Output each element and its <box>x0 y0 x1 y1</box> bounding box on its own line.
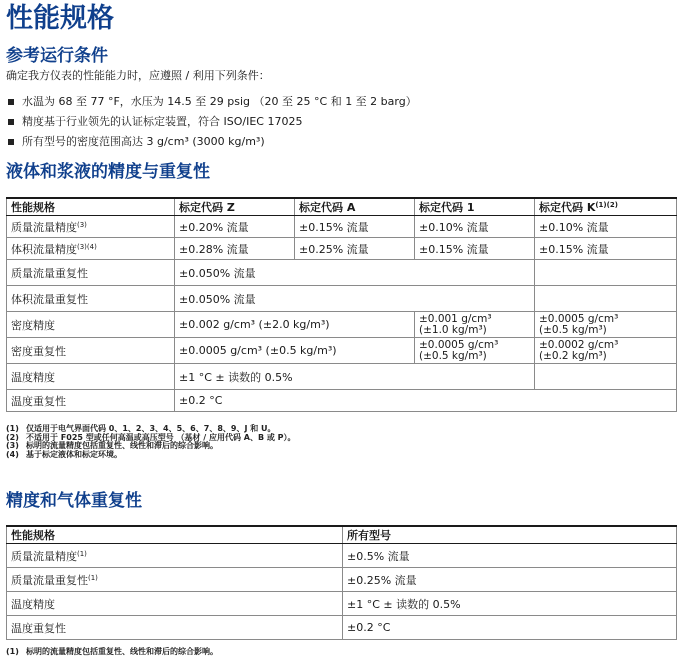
footnote: (1) 标明的流量精度包括重复性、线性和滞后的综合影响。 <box>6 647 218 656</box>
row-label: 质量流量重复性$^{(1)}$ <box>7 568 343 592</box>
table-header-row <box>7 526 677 544</box>
footnote: (3) 标明的流量精度包括重复性、线性和滞后的综合影响。 <box>6 441 218 450</box>
table-cell: ±0.20% 流量 <box>175 216 295 238</box>
table-row <box>7 338 677 364</box>
column-header: 标定代码 $K^{(1)(2)}$ <box>535 198 677 216</box>
row-label: 温度精度 <box>7 364 175 390</box>
table-cell: ±0.001 g/cm³ (±1.0 kg/m³) <box>415 312 535 338</box>
table-cell: ±0.10% 流量 <box>535 216 677 238</box>
table-cell: ±0.5% 流量 <box>343 544 677 568</box>
liquid-accuracy-table <box>6 197 677 412</box>
footnote: (2) 不适用于 F025 型或任何高温或高压型号 （基材 / 应用代码 A、B 或 P）。 <box>6 432 296 442</box>
footnote: (4) 基于标定液体和标定环境。 <box>6 449 122 459</box>
column-header: 标定代码 Z <box>175 198 295 216</box>
row-label: 质量流量精度$^{(1)}$ <box>7 544 343 568</box>
column-header: 标定代码 1 <box>415 198 535 216</box>
column-header: 标定代码 A <box>295 198 415 216</box>
table-cell: ±0.0002 g/cm³ (±0.2 kg/m³) <box>535 338 677 364</box>
section-heading-reference-conditions: 参考运行条件 <box>6 46 108 66</box>
table-cell <box>535 364 677 390</box>
table-cell: ±1 °C ± 读数的 0.5% <box>343 592 677 616</box>
table-row <box>7 216 677 238</box>
section-heading-gas-accuracy: 精度和气体重复性 <box>6 491 142 511</box>
table-cell: ±0.0005 g/cm³ (±0.5 kg/m³) <box>415 338 535 364</box>
table-row <box>7 260 677 286</box>
footnote: (1) 仅适用于电气界面代码 0、1、2、3、4、5、6、7、8、9、J 和 U。 <box>6 424 276 433</box>
intro-text: 确定我方仪表的性能能力时，应遵照 / 利用下列条件： <box>6 69 270 82</box>
row-label: 温度重复性 <box>7 390 175 412</box>
table-cell: ±1 °C ± 读数的 0.5% <box>175 364 535 390</box>
table-cell: ±0.15% 流量 <box>415 238 535 260</box>
table-row <box>7 312 677 338</box>
table-cell: ±0.0005 g/cm³ (±0.5 kg/m³) <box>175 338 415 364</box>
row-label: 温度精度 <box>7 592 343 616</box>
table-cell <box>535 286 677 312</box>
page-title: 性能规格 <box>6 3 114 34</box>
column-header: 性能规格 <box>7 526 343 544</box>
liquid-table-footnotes <box>6 425 296 459</box>
row-label: 质量流量精度$^{(3)}$ <box>7 216 175 238</box>
table-cell: ±0.15% 流量 <box>295 216 415 238</box>
row-label: 体积流量重复性 <box>7 286 175 312</box>
table-row <box>7 544 677 568</box>
bullet-square-icon <box>8 139 14 145</box>
section-heading-liquid-accuracy: 液体和浆液的精度与重复性 <box>6 162 210 182</box>
column-header: 所有型号 <box>343 526 677 544</box>
table-row <box>7 364 677 390</box>
table-header-row <box>7 198 677 216</box>
table-cell: ±0.25% 流量 <box>295 238 415 260</box>
table-cell: ±0.2 °C <box>343 616 677 640</box>
list-item: 精度基于行业领先的认证标定装置，符合 ISO/IEC 17025 <box>6 113 417 133</box>
table-cell <box>535 260 677 286</box>
row-label: 体积流量精度$^{(3)(4)}$ <box>7 238 175 260</box>
table-cell: ±0.2 °C <box>175 390 677 412</box>
table-row <box>7 616 677 640</box>
list-item: 水温为 68 至 77 °F，水压为 14.5 至 29 psig （20 至 25 °C 和 1 至 2 barg） <box>6 93 417 113</box>
table-row <box>7 592 677 616</box>
conditions-list <box>6 93 417 153</box>
table-row <box>7 238 677 260</box>
bullet-square-icon <box>8 119 14 125</box>
row-label: 密度精度 <box>7 312 175 338</box>
bullet-square-icon <box>8 99 14 105</box>
gas-accuracy-table <box>6 525 677 640</box>
table-row <box>7 286 677 312</box>
gas-table-footnotes <box>6 648 218 657</box>
table-cell: ±0.28% 流量 <box>175 238 295 260</box>
table-cell: ±0.002 g/cm³ (±2.0 kg/m³) <box>175 312 415 338</box>
row-label: 密度重复性 <box>7 338 175 364</box>
table-cell: ±0.0005 g/cm³ (±0.5 kg/m³) <box>535 312 677 338</box>
table-cell: ±0.050% 流量 <box>175 260 535 286</box>
table-row <box>7 568 677 592</box>
table-cell: ±0.25% 流量 <box>343 568 677 592</box>
row-label: 质量流量重复性 <box>7 260 175 286</box>
row-label: 温度重复性 <box>7 616 343 640</box>
table-cell: ±0.10% 流量 <box>415 216 535 238</box>
table-cell: ±0.050% 流量 <box>175 286 535 312</box>
table-cell: ±0.15% 流量 <box>535 238 677 260</box>
list-item: 所有型号的密度范围高达 3 g/cm³ (3000 kg/m³) <box>6 133 417 153</box>
table-row <box>7 390 677 412</box>
column-header: 性能规格 <box>7 198 175 216</box>
